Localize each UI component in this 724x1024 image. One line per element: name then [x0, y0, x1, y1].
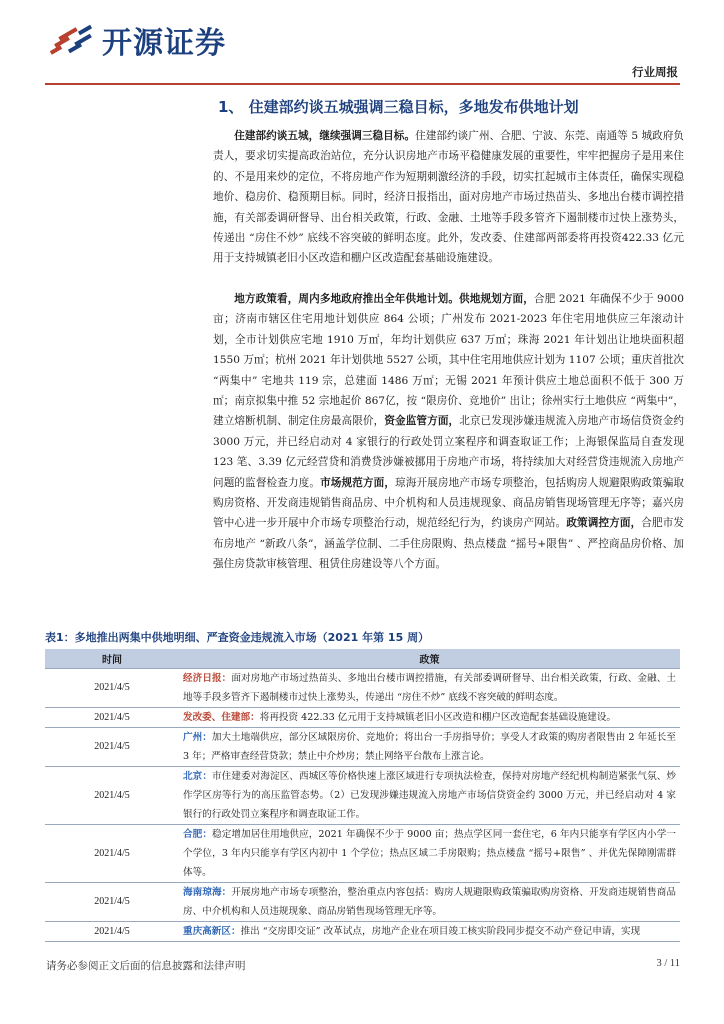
- row-date: 2021/4/5: [45, 727, 179, 766]
- row-source: 经济日报：: [183, 672, 232, 684]
- paragraph-2: [213, 289, 684, 575]
- page-header: [0, 0, 724, 79]
- brand-logo-icon: [44, 18, 98, 62]
- paragraph-2-control-lead: 政策调控方面，: [566, 517, 642, 530]
- row-date: 2021/4/5: [45, 707, 179, 727]
- table-row: [45, 921, 680, 941]
- row-source: 海南琼海：: [183, 886, 232, 898]
- row-policy: [179, 668, 680, 707]
- row-source: 重庆高新区：: [183, 925, 241, 937]
- paragraph-1-lead: 住建部约谈五城，继续强调三稳目标。: [234, 130, 416, 142]
- row-policy: [179, 707, 680, 727]
- page-number: 3 / 11: [656, 958, 680, 969]
- row-date: 2021/4/5: [45, 921, 179, 941]
- paragraph-2-lead: 地方政策看，周内多地政府推出全年供地计划。供地规划方面，: [234, 293, 534, 305]
- table-row: [45, 882, 680, 921]
- table-row: [45, 707, 680, 727]
- row-date: 2021/4/5: [45, 766, 179, 824]
- paragraph-1-body: 住建部约谈广州、合肥、宁波、东莞、南通等 5 城政府负责人，要求切实提高政治站位，充分认识房地产市场平稳健康发展的重要性，牢牢把握房子是用来住的、不是用来炒的定位，不将房地产作为短期刺激经济的手段，切实扛起城市主体责任，确保实现稳地价、稳房价、稳预期目标。同时，经济日报指出，面对房地产市场过热苗头、多地出台楼市调控措施，有关部委调研督导、出台相关政策，行政、金融、土地等手段多管齐下遏制楼市过快上涨势头，传递出 “房住不炒” 底线不容突破的鲜明态度。此外，发改委、住建部两部委将再投资422.33 亿元用于支持城镇老旧小区改造和棚户区改造配套基础设施建设。: [213, 130, 684, 265]
- row-text: 面对房地产市场过热苗头、多地出台楼市调控措施，有关部委调研督导、出台相关政策，行政、金融、土地等手段多管齐下遏制楼市过快上涨势头，传递出 “房住不炒” 底线不容突破的鲜明态度。: [183, 672, 677, 703]
- table-row: [45, 824, 680, 882]
- footer-disclaimer: 请务必参阅正文后面的信息披露和法律声明: [46, 960, 246, 972]
- row-policy: [179, 882, 680, 921]
- table-header-row: [45, 649, 680, 668]
- brand-name: 开源证券: [102, 26, 226, 61]
- row-policy: [179, 727, 680, 766]
- header-divider: [45, 83, 680, 85]
- row-policy: [179, 824, 680, 882]
- row-source: 发改委、住建部：: [183, 711, 260, 723]
- paragraph-1: [213, 126, 684, 269]
- paragraph-2-body-control: 合肥市发布房地产 “新政八条”，涵盖学位制、二手住房限购、热点楼盘 “摇号+限售” 、严控商品房价格、加强住房贷款审核管理、租赁住房建设等八个方面。: [213, 517, 685, 571]
- table-row: [45, 727, 680, 766]
- row-source: 广州：: [183, 731, 212, 743]
- row-policy: [179, 921, 680, 941]
- table-row: [45, 668, 680, 707]
- row-source: 合肥：: [183, 828, 213, 840]
- row-text: 将再投资 422.33 亿元用于支持城镇老旧小区改造和棚户区改造配套基础设施建设。: [259, 711, 617, 723]
- table-title: 表1：多地推出两集中供地明细、严查资金违规流入市场（2021 年第 15 周）: [45, 631, 430, 644]
- column-header-policy: 政策: [179, 649, 680, 668]
- row-source: 北京：: [183, 770, 213, 782]
- column-header-date: 时间: [45, 649, 179, 668]
- table-row: [45, 766, 680, 824]
- paragraph-2-body-fund: 北京已发现涉嫌违规流入房地产市场信贷资金约 3000 万元，并已经启动对 4 家银行的行政处罚立案程序和调查取证工作；上海银保监局自查发现 123 笔、3.39 亿元经营贷和消费贷涉嫌被挪用于房地产市场，将持续加大对经营贷违规流入房地产问题的监督检查力度。: [213, 415, 685, 489]
- row-date: 2021/4/5: [45, 824, 179, 882]
- row-date: 2021/4/5: [45, 882, 179, 921]
- report-type-label: 行业周报: [632, 65, 678, 79]
- row-date: 2021/4/5: [45, 668, 179, 707]
- row-text: 开展房地产市场专项整治，整治重点内容包括：购房人规避限购政策骗取购房资格、开发商违规销售商品房、中介机构和人员违规现象、商品房销售现场管理无序等。: [183, 886, 677, 917]
- section-title: 1、 住建部约谈五城强调三稳目标，多地发布供地计划: [218, 98, 579, 116]
- row-text: 稳定增加居住用地供应，2021 年确保不少于 9000 亩；热点学区同一套住宅，6 年内只能享有学区内小学一个学位，3 年内只能享有学区内初中 1 个学位；热点区域二手房限购；热点楼盘 “摇号+限售” 、并优先保障刚需群体等。: [183, 828, 677, 878]
- row-text: 加大土地端供应，部分区域限房价、竞地价；将出台一手房指导价；享受人才政策的购房者限售由 2 年延长至 3 年；严格审查经营贷款；禁止中介炒房；禁止网络平台散布上涨言论。: [183, 731, 677, 762]
- paragraph-2-body-market: 琼海开展房地产市场专项整治，包括购房人规避限购政策骗取购房资格、开发商违规销售商品房、中介机构和人员违规现象、商品房销售现场管理无序等；嘉兴房管中心进一步开展中介市场专项整治行动，规范经纪行为，约谈房产网站。: [213, 476, 685, 530]
- row-text: 推出 “交房即交证” 改革试点，房地产企业在项目竣工核实阶段同步提交不动产登记申请，实现: [240, 925, 641, 937]
- policy-table: [45, 649, 680, 942]
- paragraph-2-fund-lead: 资金监管方面，: [384, 415, 460, 428]
- paragraph-2-market-lead: 市场规范方面，: [320, 476, 396, 489]
- row-policy: [179, 766, 680, 824]
- brand-logo: [44, 18, 226, 62]
- paragraph-2-body-land: 合肥 2021 年确保不少于 9000 亩；济南市辖区住宅用地计划供应 864 公顷；广州发布 2021-2023 年住宅用地供应三年滚动计划，全市计划供应宅地 1910 万㎡，年均计划供应 637 万㎡；珠海 2021 年计划出让地块面积超 1550 万㎡；杭州 2021 年计划供地 5527 公顷，其中住宅用地供应计划为 1107 公顷；重庆首批次 “两集中” 宅地共 119 宗，总建面 1486 万㎡；无锡 2021 年预计供应土地总面积不低于 300 万㎡；南京拟集中推 52 宗地起价 867亿，按 “限房价、竞地价” 出让；徐州实行土地供应 “两集中”，建立熔断机制、制定住房最高限价，: [213, 293, 684, 428]
- row-text: 市住建委对海淀区、西城区等价格快速上涨区域进行专项执法检查，保持对房地产经纪机构制造紧张气氛、炒作学区房等行为的高压监管态势。（2）已发现涉嫌违规流入房地产市场信贷资金约 3000 万元，并已经启动对 4 家银行的行政处罚立案程序和调查取证工作。: [183, 770, 677, 820]
